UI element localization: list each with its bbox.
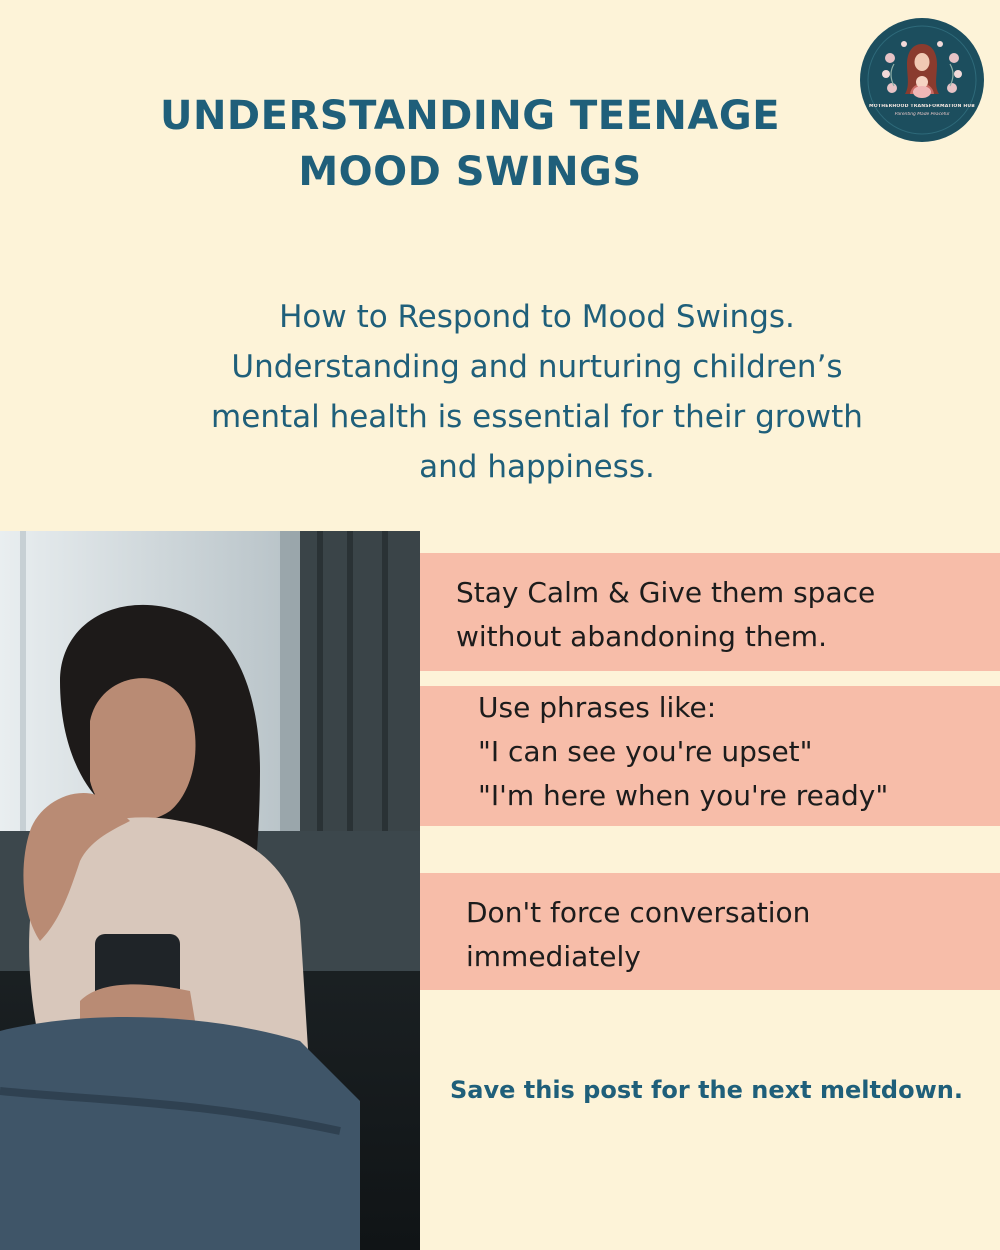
mother-and-child-icon bbox=[860, 18, 984, 142]
brand-logo bbox=[860, 18, 984, 142]
intro-line: and happiness. bbox=[419, 449, 655, 485]
tip-card bbox=[420, 686, 1000, 826]
title-line-1: UNDERSTANDING TEENAGE bbox=[159, 93, 781, 139]
tip-line: immediately bbox=[466, 940, 641, 973]
page-title bbox=[120, 88, 820, 200]
tip-line: without abandoning them. bbox=[456, 620, 827, 653]
intro-line: How to Respond to Mood Swings. bbox=[279, 299, 795, 335]
save-post-cta: Save this post for the next meltdown. bbox=[450, 1076, 963, 1104]
tip-line: Stay Calm & Give them space bbox=[456, 576, 876, 609]
title-line-2: MOOD SWINGS bbox=[298, 149, 642, 195]
tip-line: "I can see you're upset" bbox=[478, 735, 813, 768]
photo-illustration bbox=[0, 531, 420, 1250]
tip-line: Use phrases like: bbox=[478, 691, 717, 724]
tip-card bbox=[420, 553, 1000, 671]
logo-tagline: Parenting Made Peaceful bbox=[894, 112, 950, 117]
tip-line: Don't force conversation bbox=[466, 896, 811, 929]
logo-name: MOTHERHOOD TRANSFORMATION HUB bbox=[869, 104, 975, 109]
tip-card bbox=[420, 873, 1000, 990]
intro-text bbox=[150, 292, 924, 492]
teen-girl-photo bbox=[0, 531, 420, 1250]
tip-line: "I'm here when you're ready" bbox=[478, 779, 889, 812]
intro-line: Understanding and nurturing children’s bbox=[231, 349, 843, 385]
intro-line: mental health is essential for their growth bbox=[211, 399, 863, 435]
